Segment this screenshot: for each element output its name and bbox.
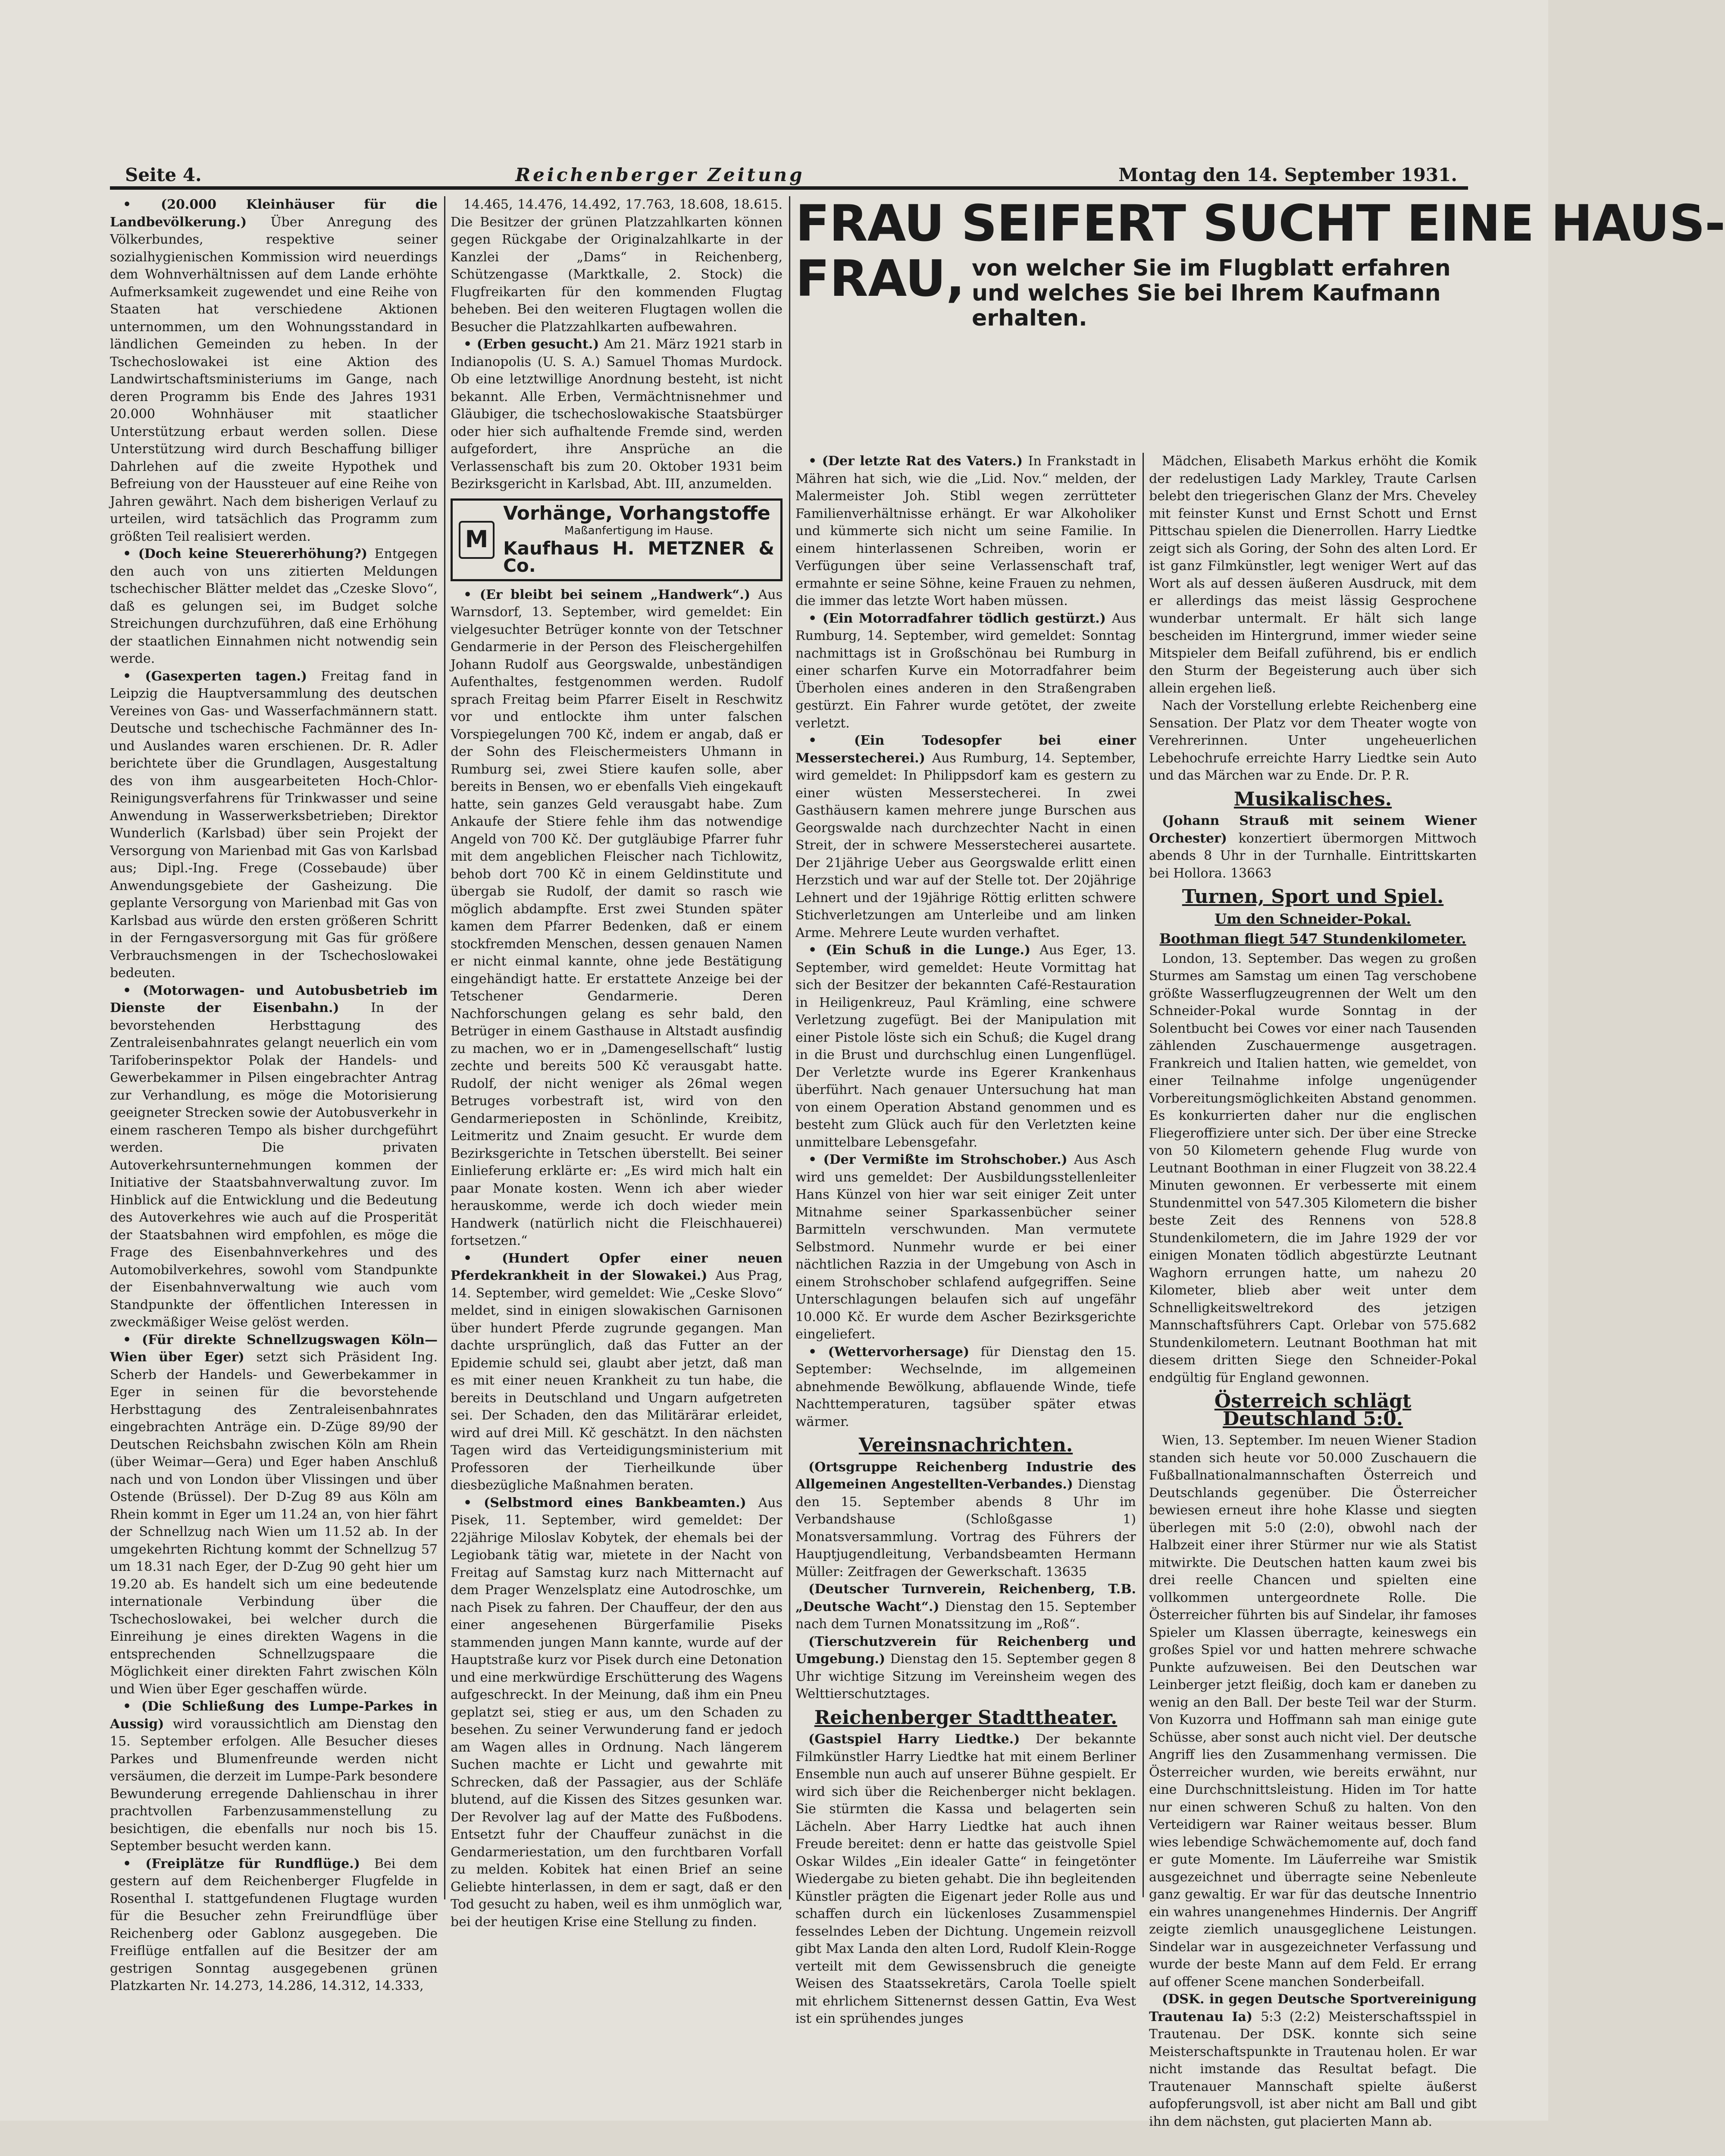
news-item [451, 196, 783, 336]
news-item-text: 14.465, 14.476, 14.492, 17.763, 18.608, 18.615. Die Besitzer der grünen Platzzahlkarten können gegen Rückgabe der Originalzahlkarte in der Kanzlei der „Dams“ in Reichenberg, Schützengasse (Marktkalle, 2. Stock) die Flugfreikarten für den kommenden Flugtag beheben. Bei den weiteren Flugtagen wollen die Besucher die Platzzahlkarten aufbewahren. [451, 197, 783, 335]
news-item [795, 942, 1136, 1151]
news-item [1149, 1991, 1477, 2131]
news-item-text: setzt sich Präsident Ing. Scherb der Handels- und Gewerbekammer in Eger in seinen für die bevorstehende Herbsttagung des Zentraleisenbahnrates eingebrachten Anträge ein. D-Züge 89/90 der Deutschen Reichsbahn zwischen Köln am Rhein (über Weimar—Gera) und Eger haben Anschluß nach und von London über Vlissingen und über Ostende (Brüssel). Der D-Zug 89 aus Köln am Rhein kommt in Eger um 11.24 an, von hier fährt der Schnellzug nach Wien um 11.52 ab. In der umgekehrten Richtung kommt der Schnellzug 57 um 18.31 nach Eger, der D-Zug 90 geht hier um 19.20 ab. Es handelt sich um eine bedeutende internationale Verbindung über die Tschechoslowakei, bei welcher durch die Einreihung je eines direkten Wagens in die entsprechenden Schnellzugspaare die Möglichkeit einer direkten Fahrt zwischen Köln und Wien über Eger geschaffen würde. [110, 1350, 438, 1697]
news-item [451, 336, 783, 493]
news-item [795, 1633, 1136, 1703]
news-item-text: 5:3 (2:2) Meisterschaftsspiel in Trautenau. Der DSK. konnte sich seine Meisterschaftspunkte in Trautenau holen. Er war nicht imstande das Resultat befagt. Die Trautenauer Mannschaft spielte äußerst aufopferungsvoll, ist aber nicht am Ball und gibt ihn dem nächsten, gut placierten Mann ab. [1149, 2009, 1477, 2129]
news-item-text: Nach der Vorstellung erlebte Reichenberg eine Sensation. Der Platz vor dem Theater wogte von Verehrerinnen. Unter ungeheuerlichen Lebehochrufe erreichte Harry Liedtke sein Auto und das Märchen war zu Ende. Dr. P. R. [1149, 698, 1477, 783]
news-item [451, 1495, 783, 1931]
news-item-heading: • (Erben gesucht.) [463, 337, 604, 352]
column-3 [795, 453, 1136, 2156]
news-item [795, 1344, 1136, 1431]
news-item-text: Dienstag den 15. September abends 8 Uhr im Verbandshause (Schloßgasse 1) Monatsversammlung. Vortrag des Führers der Hauptjugendleitung, Verbandsbeamten Hermann Müller: Zeitfragen der Gewerkschaft. 13635 [795, 1477, 1136, 1579]
sub-heading: Um den Schneider-Pokal. [1215, 910, 1411, 927]
sub-heading: Boothman fliegt 547 Stundenkilometer. [1159, 931, 1466, 947]
news-item [451, 1250, 783, 1495]
news-item-heading: • (Freiplätze für Rundflüge.) [123, 1856, 374, 1871]
page-number: Seite 4. [125, 164, 202, 185]
news-item-heading: • (Der letzte Rat des Vaters.) [808, 454, 1028, 469]
column-divider [1143, 453, 1144, 1897]
news-item [110, 982, 438, 1332]
news-item [1149, 697, 1477, 785]
news-item [110, 545, 438, 668]
news-item-text: Über Anregung des Völkerbundes, respektive seiner sozialhygienischen Kommission wird neuerdings dem Wohnverhältnissen auf dem Lande erhöhte Aufmerksamkeit zugewendet und eine Reihe von Staaten hat verschiedene Aktionen unternommen, um den Wohnungsstandard in ländlichen Gemeinden zu heben. In der Tschechoslowakei ist eine Aktion des Landwirtschaftsministeriums im Gange, nach deren Programm bis Ende des Jahres 1931 20.000 Wohnhäuser mit staatlicher Unterstützung erbaut werden sollen. Diese Unterstützung wird durch Beschaffung billiger Dahrlehen auf die zweite Hypothek und Befreiung von der Haussteuer auf eine Reihe von Jahren gewährt. Nach dem bisherigen Verlauf zu urteilen, wird tatsächlich das Programm zum größten Teil realisiert werden. [110, 214, 438, 544]
news-item-heading: (Johann Strauß mit seinem Wiener Orchester) [1149, 813, 1477, 846]
news-item-text: wird voraussichtlich am Dienstag den 15. September erfolgen. Alle Besucher dieses Parkes und Blumenfreunde werden nicht versäumen, die derzeit im Lumpe-Park besondere Bewunderung erregende Dahlienschau in ihrer prachtvollen Farbenzusammenstellung zu besichtigen, die ebenfalls nur noch bis 15. September besucht werden kann. [110, 1716, 438, 1854]
news-item-text: Der bekannte Filmkünstler Harry Liedtke hat mit einem Berliner Ensemble nun auch auf unserer Bühne gespielt. Er wird sich über die Reichenberger nicht beklagen. Sie stürmten die Kassa und belagerten sein Lächeln. Aber Harry Liedtke hat auch ihnen Freude bereitet: denn er hatte das geistvolle Spiel Oskar Wildes „Ein idealer Gatte“ in feingetönter Wiedergabe zu bieten gehabt. Die ihn begleitenden Künstler prägten die Eigenart jeder Rolle aus und schaffen durch ein lückenloses Zusammenspiel fesselndes Leben der Dichtung. Ungemein reizvoll gibt Max Landa den alten Lord, Rudolf Klein-Rogge verteilt mit dem Gewissensbruch die geneigte Weisen des Staatssekretärs, Carola Toelle spielt mit ehrlichem Sittenernst dessen Gattin, Eva West ist ein sprühendes junges [795, 1732, 1136, 2026]
news-item-text: Freitag fand in Leipzig die Hauptversammlung des deutschen Vereines von Gas- und Wasserfachmännern statt. Deutsche und tschechische Fachmänner des In- und Auslandes waren erschienen. Dr. R. Adler berichtete über die Grundlagen, Ausgestaltung des von ihm ausgearbeiteten Hoch-Chlor-Reinigungsverfahrens für Trinkwasser und seine Anwendung in Wasserwerksbetrieben; Direktor Wunderlich (Karlsbad) über sein Projekt der Versorgung von Marienbad mit Gas von Karlsbad aus; Dipl.-Ing. Frege (Cossebaude) über Anwendungsgebiete der Gasheizung. Die geplante Versorgung von Marienbad mit Gas von Karlsbad aus würde den ersten größeren Schritt in der Ferngasversorgung mit Gas für größere Verbrauchsmengen in der Tschechoslowakei bedeuten. [110, 668, 438, 981]
news-item-heading: • (Ein Todesopfer bei einer Messerstecherei.) [795, 733, 1136, 766]
news-item-text: Bei dem gestern auf dem Reichenberger Flugfelde in Rosenthal I. stattgefundenen Flugtage wurden für die Besucher zehn Freirundflüge über Reichenberg oder Gablonz ausgegeben. Die Freiflüge entfallen auf die Besitzer der am gestrigen Sonntag ausgegebenen grünen Platzkarten Nr. 14.273, 14.286, 14.312, 14.333, [110, 1856, 438, 1993]
news-item-heading: • (Ein Motorradfahrer tödlich gestürzt.) [808, 611, 1112, 626]
news-item [110, 196, 438, 545]
news-item [795, 1151, 1136, 1344]
ad-line: Maßanfertigung im Hause. [564, 524, 714, 537]
news-item-text: Dienstag den 15. September nach dem Turnen Monatssitzung im „Roß“. [795, 1599, 1136, 1632]
news-item-heading: (DSK. in gegen Deutsche Sportvereinigung Trautenau Ia) [1149, 1992, 1477, 2024]
ad-headline-word: FRAU, [795, 250, 965, 308]
ad-line: Vorhänge, Vorhangstoffe [503, 502, 770, 524]
header-rule [110, 186, 1468, 190]
newspaper-title: Reichenberger Zeitung [515, 164, 805, 185]
news-item [795, 453, 1136, 610]
news-item-text: Aus Prag, 14. September, wird gemeldet: Wie „Ceske Slovo“ meldet, sind in einigen slowakischen Garnisonen über hundert Pferde zugrunde gegangen. Man dachte ursprünglich, daß das Futter an der Epidemie schuld sei, glaubt aber jetzt, daß man es mit einer neuen Krankheit zu tun habe, die bereits in Deutschland und Ungarn aufgetreten sei. Der Schaden, den das Militärärar erleidet, wird auf drei Mill. Kč geschätzt. In den nächsten Tagen wird das Verteidigungsministerium mit Professoren der Tierheilkunde über diesbezügliche Maßnahmen beraten. [451, 1268, 783, 1493]
news-item-text: konzertiert übermorgen Mittwoch abends 8 Uhr in der Turnhalle. Eintrittskarten bei Hollora. 13663 [1149, 830, 1477, 881]
news-item-heading: • (Motorwagen- und Autobusbetrieb im Dienste der Eisenbahn.) [110, 983, 438, 1015]
column-divider [789, 196, 790, 1899]
news-item-text: Aus Pisek, 11. September, wird gemeldet: Der 22jährige Miloslav Kobytek, der ehemals bei der Legiobank tätig war, mietete in der Nacht von Freitag auf Samstag kurz nach Mitternacht auf dem Prager Wenzelsplatz eine Autodroschke, um nach Pisek zu fahren. Der Chauffeur, der den aus einer angesehenen Bürgerfamilie Piseks stammenden jungen Mann kannte, wurde auf der Hauptstraße kurz vor Pisek durch eine Detonation und eine merkwürdige Erschütterung des Wagens aufgeschreckt. In der Meinung, daß ihm ein Pneu geplatzt sei, stieg er aus, um den Schaden zu besehen. Zu seiner Verwunderung fand er jedoch am Wagen alles in Ordnung. Nach längerem Suchen machte er Licht und gewahrte mit Schrecken, daß der Passagier, aus der Schläfe blutend, auf die Kissen des Sitzes gesunken war. Der Revolver lag auf der Matte des Fußbodens. Entsetzt fuhr der Chauffeur zunächst in die Gendarmeriestation, um den furchtbaren Vorfall zu melden. Kobitek hat einen Brief an seine Geliebte hinterlassen, in dem er sagt, daß er den Tod gesucht zu haben, weil es ihm unmöglich war, bei der heutigen Krise eine Stellung zu finden. [451, 1495, 783, 1930]
news-item [795, 610, 1136, 733]
news-item [1149, 950, 1477, 1387]
news-item-text: Aus Warnsdorf, 13. September, wird gemeldet: Ein vielgesuchter Betrüger konnte von der Tetschner Gendarmerie in der Person des Fleischergehilfen Johann Rudolf aus Georgswalde, unbeständigen Aufenthaltes, festgenommen werden. Rudolf sprach Freitag beim Pfarrer Eiselt in Reschwitz vor und entlockte ihm unter falschen Vorspiegelungen 700 Kč, indem er angab, daß er der Sohn des Fleischermeisters Uhmann in Rumburg sei, zwei Stiere kaufen solle, aber bereits in Bensen, wo er ebenfalls Vieh eingekauft hatte, sein ganzes Geld verausgabt habe. Zum Ankaufe der Stiere fehle ihm das notwendige Angeld von 700 Kč. Der gutgläubige Pfarrer fuhr mit dem angeblichen Fleischer nach Tichlowitz, behob dort 700 Kč in einem Geldinstitute und übergab sie Rudolf, der damit so rasch wie möglich abdampfte. Erst zwei Stunden später kamen dem Pfarrer Bedenken, daß er einem stockfremden Menschen, dessen genauen Namen er nicht einmal kannte, ohne jede Bestätigung eingehändigt hatte. Er erstattete Anzeige bei der Tetschener Gendarmerie. Deren Nachforschungen gelang es sehr bald, den Betrüger in einem Gasthause in Altstadt ausfindig zu machen, wo er in „Damengesellschaft“ lustig zechte und bereits 500 Kč verausgabt hatte. Rudolf, der nicht weniger als 26mal wegen Betruges vorbestraft ist, wird von den Gendarmerieposten in Schönlinde, Kreibitz, Leitmeritz und Znaim gesucht. Er wurde dem Bezirksgerichte in Tetschen überstellt. Bei seiner Einlieferung erklärte er: „Es wird mich halt ein paar Monate kosten. Wenn ich aber wieder herauskomme, werde ich doch wieder mein Handwerk (natürlich nicht die Fleischhauerei) fortsetzen.“ [451, 587, 783, 1248]
news-item [110, 1698, 438, 1855]
news-item-heading: • (Ein Schuß in die Lunge.) [808, 943, 1040, 958]
news-item-heading: (Deutscher Turnverein, Reichenberg, T.B. „Deutsche Wacht“.) [795, 1582, 1136, 1614]
news-item-text: London, 13. September. Das wegen zu großen Sturmes am Samstag um einen Tag verschobene größte Wasserflugzeugrennen der Welt um den Schneider-Pokal wurde Sonntag in der Solentbucht bei Cowes vor einer nach Tausenden zählenden Zuschauermenge ausgetragen. Frankreich und Italien hatten, wie gemeldet, von einer Teilnahme infolge ungenügender Vorbereitungsmöglichkeiten Abstand genommen. Es konkurrierten daher nur die englischen Fliegeroffiziere unter sich. Der über eine Strecke von 50 Kilometern gehende Flug wurde von Leutnant Boothman in einer Flugzeit von 38.22.4 Minuten gewonnen. Er verbesserte mit einem Stundenmittel von 547.305 Kilometern die bisher beste Zeit des Rennens von 528.8 Stundenkilometern, die im Jahre 1929 der vor einigen Monaten tödlich abgestürzte Leutnant Waghorn errungen hatte, um nahezu 20 Kilometer, blieb aber weit unter dem Schnelligkeitsweltrekord des jetzigen Mannschaftsführers Capt. Orlebar von 575.682 Stundenkilometern. Leutnant Boothman hat mit diesem dritten Siege den Schneider-Pokal endgültig für England gewonnen. [1149, 951, 1477, 1385]
news-item-heading: • (Für direkte Schnellzugswagen Köln—Wien über Eger) [110, 1332, 438, 1365]
column-2 [451, 196, 783, 1930]
news-item [1149, 1432, 1477, 1991]
section-heading: Turnen, Sport und Spiel. [1182, 886, 1444, 908]
news-item-text: Dienstag den 15. September gegen 8 Uhr wichtige Sitzung im Vereinsheim wegen des Welttierschutztages. [795, 1651, 1136, 1702]
news-item [795, 1731, 1136, 2028]
advertisement-frau-seifert [795, 194, 1725, 451]
news-item-text: Aus Rumburg, 14. September, wird gemeldet: In Philippsdorf kam es gestern zu einer wüsten Messerstecherei. In zwei Gasthäusern kamen mehrere junge Burschen aus Georgswalde nach durchzechter Nacht in einen Streit, der in schwere Messerstecherei ausartete. Der 21jährige Ueber aus Georgswalde erlitt einen Herzstich und war auf der Stelle tot. Der 20jährige Lehnert und der 19jährige Röttig erlitten schwere Stichverletzungen am Unterleibe und am linken Arme. Mehrere Leute wurden verhaftet. [795, 750, 1136, 940]
news-item [451, 586, 783, 1250]
news-item-text: In Frankstadt in Mähren hat sich, wie die „Lid. Nov.“ melden, der Malermeister Joh. Stibl wegen zerrütteter Familienverhältnisse erhängt. Er war Alkoholiker und kümmerte sich nicht um seine Familie. In einem hinterlassenen Schreiben, worin er Verfügungen über seine Verlassenschaft traf, ermahnte er seine Söhne, keine Frauen zu nehmen, die immer das letzte Wort haben müssen. [795, 454, 1136, 608]
news-item [1149, 812, 1477, 882]
ad-headline: FRAU SEIFERT SUCHT EINE HAUS- [795, 194, 1725, 253]
news-item-text: Aus Rumburg, 14. September, wird gemeldet: Sonntag nachmittags ist in Großschönau bei Rumburg in einer scharfen Kurve ein Motorradfahrer beim Überholen eines anderen in den Straßengraben gestürzt. Ein Fahrer wurde getötet, der zweite verletzt. [795, 611, 1136, 731]
news-item-heading: (Tierschutzverein für Reichenberg und Umgebung.) [795, 1634, 1136, 1667]
news-item-text: Mädchen, Elisabeth Markus erhöht die Komik der redelustigen Lady Markley, Traute Carlsen belebt den triegerischen Glanz der Mrs. Cheveley mit feinster Kunst und Ernst Schott und Ernst Pittschau spielen die Dienerrollen. Harry Liedtke zeigt sich als Goring, der Sohn des alten Lord. Er ist ganz Filmkünstler, legt weniger Wert auf das Wort als auf dessen äußeren Ausdruck, mit dem er allerdings das meist lässig Gesprochene wunderbar untermalt. Er hält sich lange bescheiden im Hintergrund, immer wieder seine Mitspieler dem Beifall zuführend, bis er endlich den Sturm der Begeisterung auch über sich allein ergehen ließ. [1149, 454, 1477, 696]
metzner-logo-icon: M [459, 521, 495, 559]
advertisement-metzner [451, 498, 783, 581]
news-item-text: Entgegen den auch von uns zitierten Meldungen tschechischer Blätter meldet das „Czeske Slovo“, daß es gelungen sei, im Budget solche Streichungen durchzuführen, daß eine Erhöhung der staatlichen Einnahmen nicht notwendig sein werde. [110, 546, 438, 666]
column-1 [110, 196, 438, 1993]
section-heading: Musikalisches. [1233, 788, 1392, 810]
news-item [795, 732, 1136, 942]
news-item-heading: • (Wettervorhersage) [808, 1344, 981, 1360]
news-item-text: In der bevorstehenden Herbsttagung des Zentraleisenbahnrates gelangt neuerlich ein vom Tarifoberinspektor Polak der Handels- und Gewerbekammer in Pilsen eingebrachter Antrag zur Verhandlung, es möge die Motorisierung geeigneter Strecken sowie der Autobusverkehr in einem rascheren Tempo als bisher durchgeführt werden. Die privaten Autoverkehrsunternehmungen kommen der Initiative der Staatsbahnverwaltung zuvor. Im Hinblick auf die Entwicklung und die Bedeutung des Autoverkehres wie auch auf die Prosperität der Staatsbahnen wird empfohlen, es möge die Frage des Eisenbahnverkehres und des Automobilverkehres, sowohl vom Standpunkte der Eisenbahnverwaltung wie auch vom Standpunkte der öffentlichen Interessen in zweckmäßiger Weise gelöst werden. [110, 1000, 438, 1330]
news-item [1149, 453, 1477, 697]
news-item-heading: • (Hundert Opfer einer neuen Pferdekrankheit in der Slowakei.) [451, 1250, 783, 1283]
news-item-heading: • (Selbstmord eines Bankbeamten.) [463, 1495, 758, 1510]
news-item-heading: • (Gasexperten tagen.) [123, 668, 321, 684]
news-item-text: für Dienstag den 15. September: Wechselnde, im allgemeinen abnehmende Bewölkung, abflauende Winde, tiefe Nachttemperaturen, tagsüber später etwas wärmer. [795, 1344, 1136, 1429]
section-heading: Reichenberger Stadttheater. [814, 1706, 1118, 1729]
news-item-heading: • (Die Schließung des Lumpe-Parkes in Aussig) [110, 1699, 438, 1732]
ad-line: Kaufhaus H. METZNER & Co. [503, 537, 774, 576]
news-item [795, 1581, 1136, 1633]
news-item-text: Aus Eger, 13. September, wird gemeldet: Heute Vormittag hat sich der Besitzer der bekannten Café-Restauration in Heiligenkreuz, Paul Krämling, eine schwere Verletzung zugefügt. Bei der Manipulation mit einer Pistole löste sich ein Schuß; die Kugel drang in die Brust und durchschlug einen Lungenflügel. Der Verletzte wurde ins Egerer Krankenhaus überführt. Nach genauer Untersuchung hat man von einem Operation Abstand genommen und es besteht zum Glück auch für den Verletzten keine unmittelbare Lebensgefahr. [795, 943, 1136, 1150]
news-item-text: Am 21. März 1921 starb in Indianopolis (U. S. A.) Samuel Thomas Murdock. Ob eine letztwillige Anordnung besteht, ist nicht bekannt. Alle Erben, Vermächtnisnehmer und Gläubiger, die tschechoslowakische Staatsbürger oder hier sich aufhaltende Fremde sind, werden aufgefordert, ihre Ansprüche an die Verlassenschaft bis zum 20. Oktober 1931 beim Bezirksgericht in Karlsbad, Abt. III, anzumelden. [451, 337, 783, 492]
page-header [125, 155, 1457, 185]
news-item [110, 1855, 438, 1995]
news-item-heading: • (Der Vermißte im Strohschober.) [808, 1152, 1074, 1167]
column-divider [444, 196, 445, 1899]
news-item-heading: (Ortsgruppe Reichenberg Industrie des Allgemeinen Angestellten-Verbandes.) [795, 1459, 1136, 1492]
news-item-text: Wien, 13. September. Im neuen Wiener Stadion standen sich heute vor 50.000 Zuschauern die Fußballnationalmannschaften Österreich und Deutschlands gegenüber. Die Österreicher bewiesen erneut ihre hohe Klasse und siegten überlegen mit 5:0 (2:0), obwohl nach der Halbzeit einer ihrer Stürmer nur wie als Statist mitwirkte. Die Deutschen hatten kaum zwei bis drei reelle Chancen und spielten eine vollkommen untergeordnete Rolle. Die Österreicher führten bis auf Sindelar, ihr famoses Spieler um Klassen überragte, keineswegs ein großes Spiel vor und hatten mehrere schwache Punkte aufzuweisen. Bei den Deutschen war Leinberger jetzt fleißig, doch kam er daneben zu wenig an den Ball. Der beste Teil war der Sturm. Von Kuzorra und Hoffmann sah man einige gute Schüsse, aber sonst auch nicht viel. Der deutsche Angriff lies den Zusammenhang vermissen. Die Österreicher wurden, wie bereits erwähnt, nur eine Durchschnittsleistung. Hiden im Tor hatte nur einen schweren Schuß zu halten. Von den Verteidigern war Rainer weitaus besser. Blum wies lebendige Schwächemomente auf, doch fand er gute Momente. Im Läuferreihe war Smistik ausgezeichnet und überragte seine Nebenleute ganz gewaltig. Er war für das deutsche Innentrio ein wahres unangenehmes Hindernis. Der Angriff zeigte ziemlich unausgeglichene Leistungen. Sindelar war in ausgezeichneter Verfassung und wurde der beste Mann auf dem Feld. Er errang auf offener Scene manchen Sonderbeifall. [1149, 1433, 1477, 1990]
issue-date: Montag den 14. September 1931. [1118, 164, 1457, 185]
news-item [110, 1332, 438, 1698]
news-item-heading: • (Doch keine Steuererhöhung?) [123, 546, 375, 561]
news-item-text: Aus Asch wird uns gemeldet: Der Ausbildungsstellenleiter Hans Künzel von hier war seit einiger Zeit unter Mitnahme seiner Sparkassenbücher seiner Barmitteln verschwunden. Man vermutete Selbstmord. Nunmehr wurde er bei einer nächtlichen Razzia in der Umgebung von Asch in einem Strohschober schlafend aufgegriffen. Seine Unterschlagungen belaufen sich auf ungefähr 10.000 Kč. Er wurde dem Ascher Bezirksgerichte eingeliefert. [795, 1152, 1136, 1342]
news-item-heading: • (20.000 Kleinhäuser für die Landbevölkerung.) [110, 197, 438, 230]
section-heading: Vereinsnachrichten. [858, 1434, 1073, 1456]
section-heading: Österreich schlägt Deutschland 5:0. [1214, 1390, 1412, 1430]
column-4 [1149, 453, 1477, 2156]
news-item-heading: (Gastspiel Harry Liedtke.) [808, 1732, 1036, 1747]
news-item-heading: • (Er bleibt bei seinem „Handwerk“.) [463, 587, 758, 602]
news-item [795, 1459, 1136, 1581]
news-item [110, 668, 438, 982]
ad-subline: von welcher Sie im Flugblatt erfahren und welches Sie bei Ihrem Kaufmann erhalten. [972, 255, 1451, 331]
